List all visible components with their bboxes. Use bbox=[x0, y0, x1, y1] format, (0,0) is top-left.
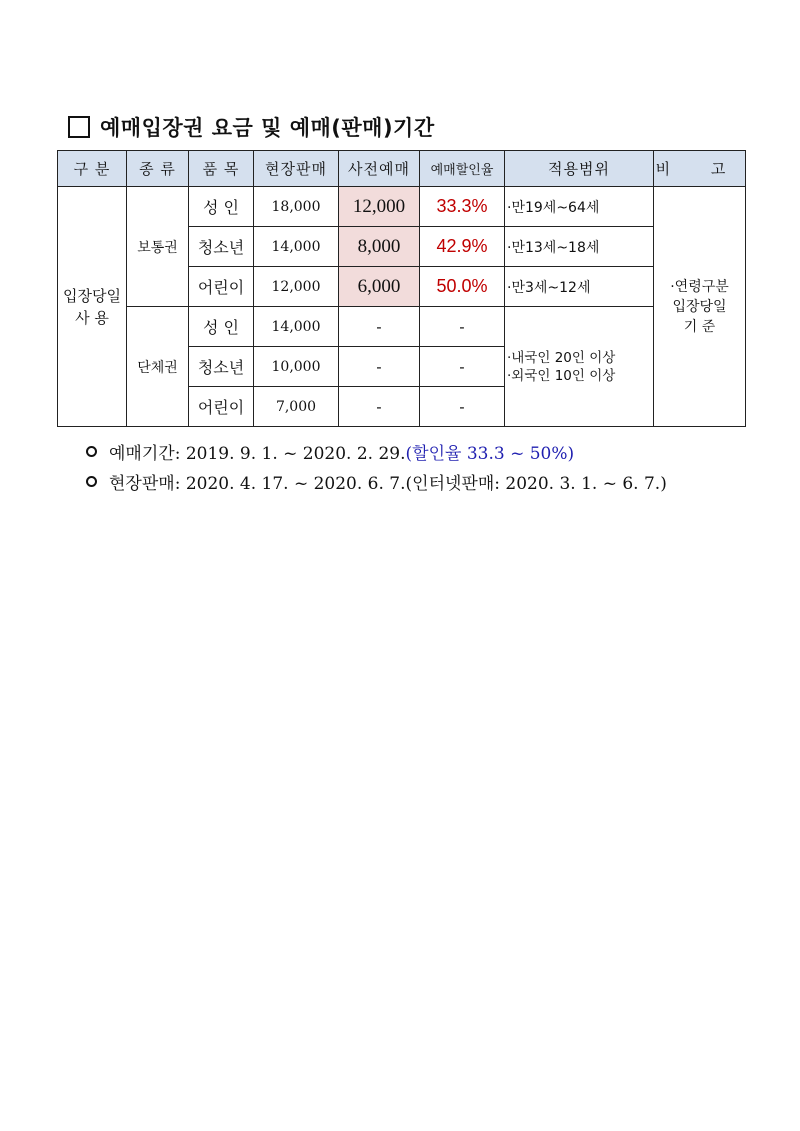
header-kind: 종 류 bbox=[127, 151, 189, 187]
presale-price: - bbox=[339, 387, 420, 427]
onsite-price: 12,000 bbox=[254, 267, 339, 307]
section-heading bbox=[68, 112, 435, 142]
header-range: 적용범위 bbox=[505, 151, 654, 187]
header-onsite: 현장판매 bbox=[254, 151, 339, 187]
kind-group: 단체권 bbox=[127, 307, 189, 427]
discount-rate: - bbox=[420, 347, 505, 387]
age-range: ·만19세~64세 bbox=[505, 187, 654, 227]
onsite-price: 10,000 bbox=[254, 347, 339, 387]
note-presale-period bbox=[86, 436, 766, 466]
presale-price: 6,000 bbox=[339, 267, 420, 307]
presale-price: - bbox=[339, 307, 420, 347]
onsite-price: 14,000 bbox=[254, 307, 339, 347]
discount-rate: - bbox=[420, 307, 505, 347]
group-range-cell bbox=[505, 307, 654, 427]
header-presale: 사전예매 bbox=[339, 151, 420, 187]
item-cell: 성 인 bbox=[189, 307, 254, 347]
checkbox-square-icon bbox=[68, 116, 90, 138]
header-remarks: 비 고 bbox=[654, 151, 746, 187]
note-onsite-period bbox=[86, 466, 766, 496]
onsite-price: 14,000 bbox=[254, 227, 339, 267]
age-range: ·만13세~18세 bbox=[505, 227, 654, 267]
age-range: ·만3세~12세 bbox=[505, 267, 654, 307]
onsite-price: 18,000 bbox=[254, 187, 339, 227]
item-cell: 어린이 bbox=[189, 267, 254, 307]
onsite-price: 7,000 bbox=[254, 387, 339, 427]
circle-bullet-icon bbox=[86, 476, 97, 487]
presale-discount-text: (할인율 33.3 ~ 50%) bbox=[405, 443, 575, 464]
item-cell: 어린이 bbox=[189, 387, 254, 427]
fee-table bbox=[57, 150, 746, 427]
group-range-domestic: ·내국인 20인 이상 bbox=[507, 349, 616, 366]
table-header-row bbox=[58, 151, 746, 187]
presale-price: 8,000 bbox=[339, 227, 420, 267]
item-cell: 성 인 bbox=[189, 187, 254, 227]
discount-rate: 42.9% bbox=[420, 227, 505, 267]
circle-bullet-icon bbox=[86, 446, 97, 457]
item-cell: 청소년 bbox=[189, 347, 254, 387]
header-rate: 예매할인율 bbox=[420, 151, 505, 187]
remarks-cell: ·연령구분 입장당일 기 준 bbox=[654, 187, 746, 427]
presale-price: 12,000 bbox=[339, 187, 420, 227]
presale-price: - bbox=[339, 347, 420, 387]
onsite-period-text: 현장판매: 2020. 4. 17. ~ 2020. 6. 7.(인터넷판매: 2020. 3. 1. ~ 6. 7.) bbox=[109, 473, 667, 494]
group-range-foreign: ·외국인 10인 이상 bbox=[507, 367, 616, 384]
table-row bbox=[58, 307, 746, 347]
kind-regular: 보통권 bbox=[127, 187, 189, 307]
discount-rate: 33.3% bbox=[420, 187, 505, 227]
header-item: 품 목 bbox=[189, 151, 254, 187]
notes-list bbox=[86, 436, 766, 496]
discount-rate: - bbox=[420, 387, 505, 427]
presale-period-text: 예매기간: 2019. 9. 1. ~ 2020. 2. 29. bbox=[109, 443, 406, 464]
table-row bbox=[58, 187, 746, 227]
category-cell: 입장당일 사 용 bbox=[58, 187, 127, 427]
discount-rate: 50.0% bbox=[420, 267, 505, 307]
item-cell: 청소년 bbox=[189, 227, 254, 267]
header-category: 구 분 bbox=[58, 151, 127, 187]
section-title: 예매입장권 요금 및 예매(판매)기간 bbox=[100, 116, 435, 140]
